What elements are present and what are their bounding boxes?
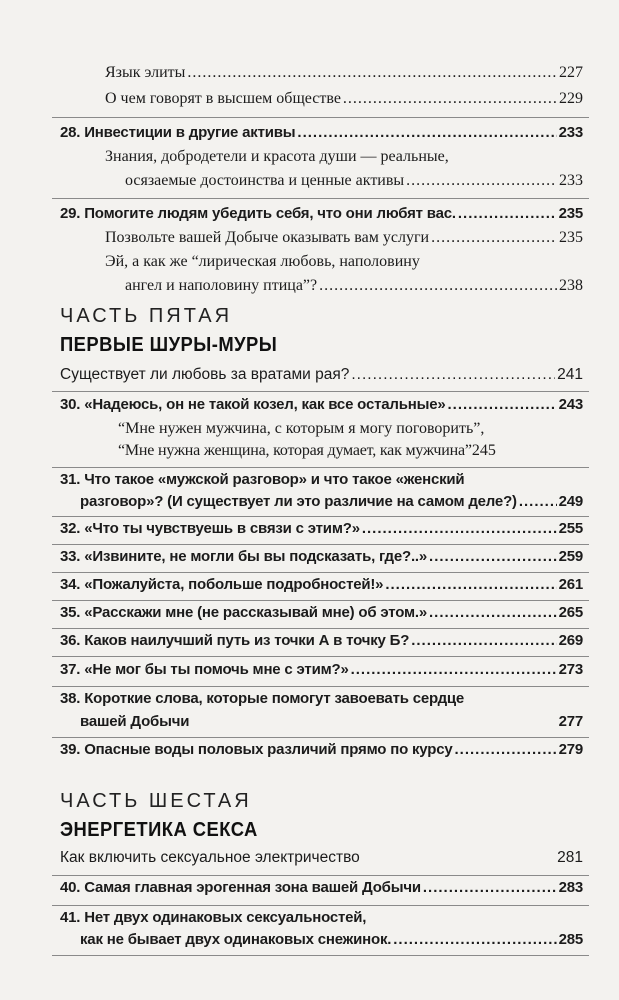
part-title: ЭНЕРГЕТИКА СЕКСА (60, 819, 258, 841)
chapter-31-entry[interactable] (80, 493, 583, 510)
part-intro-entry[interactable] (60, 849, 583, 867)
chapter-title: 30. «Надеюсь, он не такой козел, как все остальные» (60, 396, 446, 413)
divider (52, 391, 589, 392)
divider (52, 467, 589, 468)
chapter-title: 34. «Пожалуйста, побольше подробностей!» (60, 576, 384, 593)
chapter-34-entry[interactable] (60, 576, 583, 593)
page-number: 281 (557, 849, 583, 866)
dot-leader (447, 396, 556, 413)
chapter-30-entry[interactable] (60, 396, 583, 413)
page-number: 265 (558, 604, 583, 621)
chapter-29-entry[interactable] (60, 205, 583, 222)
chapter-title: 32. «Что ты чувствуешь в связи с этим?» (60, 520, 360, 537)
divider (52, 572, 589, 573)
toc-entry[interactable] (105, 229, 583, 247)
chapter-41-entry[interactable] (80, 931, 583, 948)
page-number: 241 (557, 366, 583, 383)
toc-entry[interactable] (125, 277, 583, 295)
dot-leader (406, 172, 557, 190)
chapter-39-entry[interactable] (60, 741, 583, 758)
chapter-28-entry[interactable] (60, 124, 583, 141)
chapter-title-line2: разговор»? (И существует ли это различие на самом деле?) (80, 493, 517, 510)
chapter-title: 39. Опасные воды половых различий прямо по курсу (60, 741, 453, 758)
dot-leader (297, 124, 556, 141)
chapter-title: 31. Что такое «мужской разговор» и что такое «женский (60, 471, 465, 488)
chapter-title: 41. Нет двух одинаковых сексуальностей, (60, 909, 367, 926)
page-number: 269 (558, 632, 583, 649)
divider (52, 516, 589, 517)
dot-leader (385, 576, 556, 593)
entry-title: Существует ли любовь за вратами рая? (60, 366, 350, 383)
part-intro-entry[interactable] (60, 366, 583, 384)
divider (52, 628, 589, 629)
divider (52, 686, 589, 687)
page-number: 273 (558, 661, 583, 678)
chapter-40-entry[interactable] (60, 879, 583, 896)
page-number: 245 (471, 442, 496, 459)
dot-leader (362, 520, 557, 537)
entry-title: Язык элиты (105, 64, 186, 81)
divider (52, 656, 589, 657)
dot-leader (519, 493, 557, 510)
chapter-37-entry[interactable] (60, 661, 583, 678)
dot-leader (429, 548, 557, 565)
chapter-title-line2: как не бывает двух одинаковых снежинок. (80, 931, 392, 948)
dot-leader (393, 931, 556, 948)
dot-leader (351, 661, 557, 678)
toc-entry[interactable] (105, 64, 583, 82)
dot-leader (455, 741, 557, 758)
dot-leader (187, 64, 557, 82)
page-number: 255 (558, 520, 583, 537)
page-number: 277 (558, 713, 583, 730)
divider (52, 955, 589, 956)
divider (52, 117, 589, 118)
dot-leader (411, 632, 556, 649)
chapter-36-entry[interactable] (60, 632, 583, 649)
dot-leader (319, 277, 557, 295)
page-number: 285 (558, 931, 583, 948)
page-number: 261 (558, 576, 583, 593)
dot-leader (429, 604, 557, 621)
toc-entry-line1[interactable] (105, 253, 420, 271)
toc-entry[interactable] (125, 172, 583, 190)
toc-entry-line1[interactable] (105, 148, 449, 166)
chapter-41-entry-line1[interactable] (60, 909, 366, 926)
toc-entry-line1[interactable] (118, 420, 484, 438)
chapter-38-entry[interactable] (80, 713, 583, 730)
page-number: 235 (559, 229, 583, 246)
toc-entry[interactable] (105, 90, 583, 108)
page-number: 249 (558, 493, 583, 510)
entry-title: Позвольте вашей Добыче оказывать вам услуги (105, 229, 430, 246)
chapter-38-entry-line1[interactable] (60, 690, 464, 707)
chapter-title: 35. «Расскажи мне (не рассказывай мне) об этом.» (60, 604, 428, 621)
chapter-title: 37. «Не мог бы ты помочь мне с этим?» (60, 661, 349, 678)
chapter-title: 40. Самая главная эрогенная зона вашей Добычи (60, 879, 421, 896)
chapter-title: 28. Инвестиции в другие активы (60, 124, 296, 141)
chapter-33-entry[interactable] (60, 548, 583, 565)
chapter-title-line2: вашей Добычи (80, 713, 190, 730)
dot-leader (423, 879, 557, 896)
part-title: ПЕРВЫЕ ШУРЫ-МУРЫ (60, 334, 278, 356)
chapter-32-entry[interactable] (60, 520, 583, 537)
entry-title-line2: осязаемые достоинства и ценные активы (125, 172, 405, 189)
divider (52, 875, 589, 876)
entry-title-line2: ангел и наполовину птица”? (125, 277, 318, 294)
entry-title-line2: “Мне нужна женщина, которая думает, как мужчина” (118, 442, 472, 459)
page-number: 283 (558, 879, 583, 896)
chapter-title: 38. Короткие слова, которые помогут завоевать сердце (60, 690, 465, 707)
entry-title: Как включить сексуальное электричество (60, 849, 360, 866)
divider (52, 600, 589, 601)
dot-leader (343, 90, 557, 108)
page-number: 235 (558, 205, 583, 222)
chapter-title: 33. «Извините, не могли бы вы подсказать, где?..» (60, 548, 428, 565)
page-number: 279 (558, 741, 583, 758)
entry-title: “Мне нужен мужчина, с которым я могу поговорить”, (118, 420, 485, 437)
entry-title: Знания, добродетели и красота души — реальные, (105, 148, 449, 165)
dot-leader (431, 229, 557, 247)
part-label: ЧАСТЬ ПЯТАЯ (60, 305, 233, 327)
page-number: 227 (559, 64, 583, 81)
divider (52, 198, 589, 199)
page-number: 259 (558, 548, 583, 565)
page-number: 243 (558, 396, 583, 413)
page-number: 229 (559, 90, 583, 107)
entry-title: Эй, а как же “лирическая любовь, наполовину (105, 253, 420, 270)
entry-title: О чем говорят в высшем обществе (105, 90, 341, 107)
chapter-title: 29. Помогите людям убедить себя, что они любят вас. (60, 205, 456, 222)
chapter-title: 36. Каков наилучший путь из точки А в точку Б? (60, 632, 410, 649)
page-number: 233 (559, 172, 583, 189)
dot-leader (351, 366, 555, 384)
page-number: 233 (558, 124, 583, 141)
chapter-31-entry-line1[interactable] (60, 471, 464, 488)
divider (52, 905, 589, 906)
chapter-35-entry[interactable] (60, 604, 583, 621)
toc-entry[interactable] (118, 442, 583, 460)
divider (52, 737, 589, 738)
divider (52, 544, 589, 545)
dot-leader (458, 205, 557, 222)
page-number: 238 (559, 277, 583, 294)
part-label: ЧАСТЬ ШЕСТАЯ (60, 790, 252, 812)
